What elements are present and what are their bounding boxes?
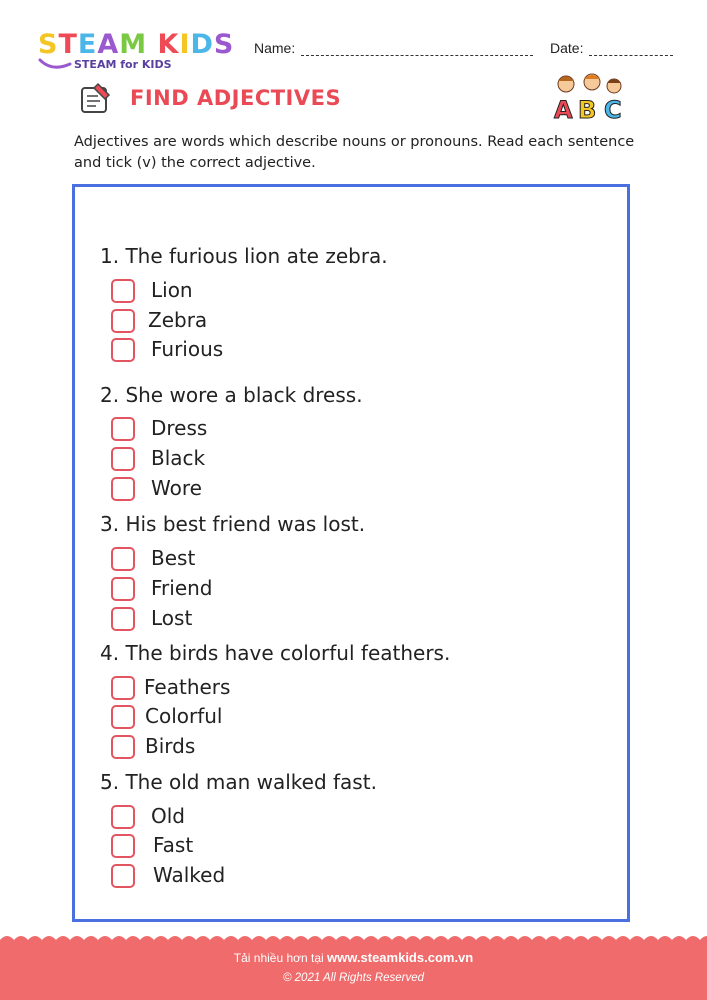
option-label: Best: [151, 546, 196, 570]
pencil-paper-icon: [78, 82, 112, 116]
checkbox[interactable]: [111, 417, 135, 441]
name-label: Name:: [254, 40, 296, 56]
footer-copyright: © 2021 All Rights Reserved: [282, 972, 424, 984]
option-label: Lost: [151, 606, 193, 630]
checkbox[interactable]: [111, 864, 135, 888]
checkbox[interactable]: [111, 607, 135, 631]
question-5: 5. The old man walked fast.: [100, 770, 377, 794]
logo-wordmark: STEAM KIDS: [38, 29, 235, 60]
checkbox[interactable]: [111, 705, 135, 729]
svg-text:B: B: [578, 96, 597, 122]
option-label: Birds: [145, 734, 196, 758]
checkbox[interactable]: [111, 805, 135, 829]
option-label: Wore: [151, 476, 202, 500]
checkbox[interactable]: [111, 547, 135, 571]
checkbox[interactable]: [111, 309, 135, 333]
option-label: Feathers: [144, 675, 231, 699]
svg-text:A: A: [554, 96, 573, 122]
logo-tagline: STEAM for KIDS: [74, 58, 172, 71]
name-line[interactable]: [301, 55, 533, 56]
footer-band: [0, 940, 707, 1000]
option-label: Lion: [151, 278, 193, 302]
question-4: 4. The birds have colorful feathers.: [100, 641, 451, 665]
option-label: Old: [151, 804, 185, 828]
checkbox[interactable]: [111, 477, 135, 501]
footer-site-link[interactable]: www.steamkids.com.vn: [327, 950, 474, 965]
footer-download-line: [0, 950, 707, 965]
steam-kids-logo: [38, 30, 238, 75]
page-title: FIND ADJECTIVES: [130, 86, 342, 110]
option-label: Zebra: [148, 308, 208, 332]
checkbox[interactable]: [111, 834, 135, 858]
question-3: 3. His best friend was lost.: [100, 512, 366, 536]
footer-prefix: Tải nhiều hơn tại: [233, 951, 324, 965]
abc-kids-illustration: [548, 72, 634, 122]
instructions-text: Adjectives are words which describe nouns or pronouns. Read each sentence and tick (v) the correct adjective.: [74, 134, 635, 171]
option-label: Black: [151, 446, 206, 470]
option-label: Friend: [151, 576, 213, 600]
swoosh-icon: [38, 56, 72, 72]
checkbox[interactable]: [111, 338, 135, 362]
checkbox[interactable]: [111, 577, 135, 601]
name-field[interactable]: [254, 40, 533, 56]
svg-text:C: C: [604, 96, 622, 122]
scallop-border: [0, 932, 707, 948]
option-label: Fast: [153, 833, 194, 857]
checkbox[interactable]: [111, 447, 135, 471]
option-label: Furious: [151, 337, 224, 361]
option-label: Walked: [153, 863, 226, 887]
date-line[interactable]: [589, 55, 673, 56]
checkbox[interactable]: [111, 676, 135, 700]
option-label: Colorful: [145, 704, 223, 728]
date-field[interactable]: [550, 40, 673, 56]
option-label: Dress: [151, 416, 208, 440]
checkbox[interactable]: [111, 279, 135, 303]
question-1: 1. The furious lion ate zebra.: [100, 244, 388, 268]
date-label: Date:: [550, 40, 584, 56]
checkbox[interactable]: [111, 735, 135, 759]
question-2: 2. She wore a black dress.: [100, 383, 363, 407]
